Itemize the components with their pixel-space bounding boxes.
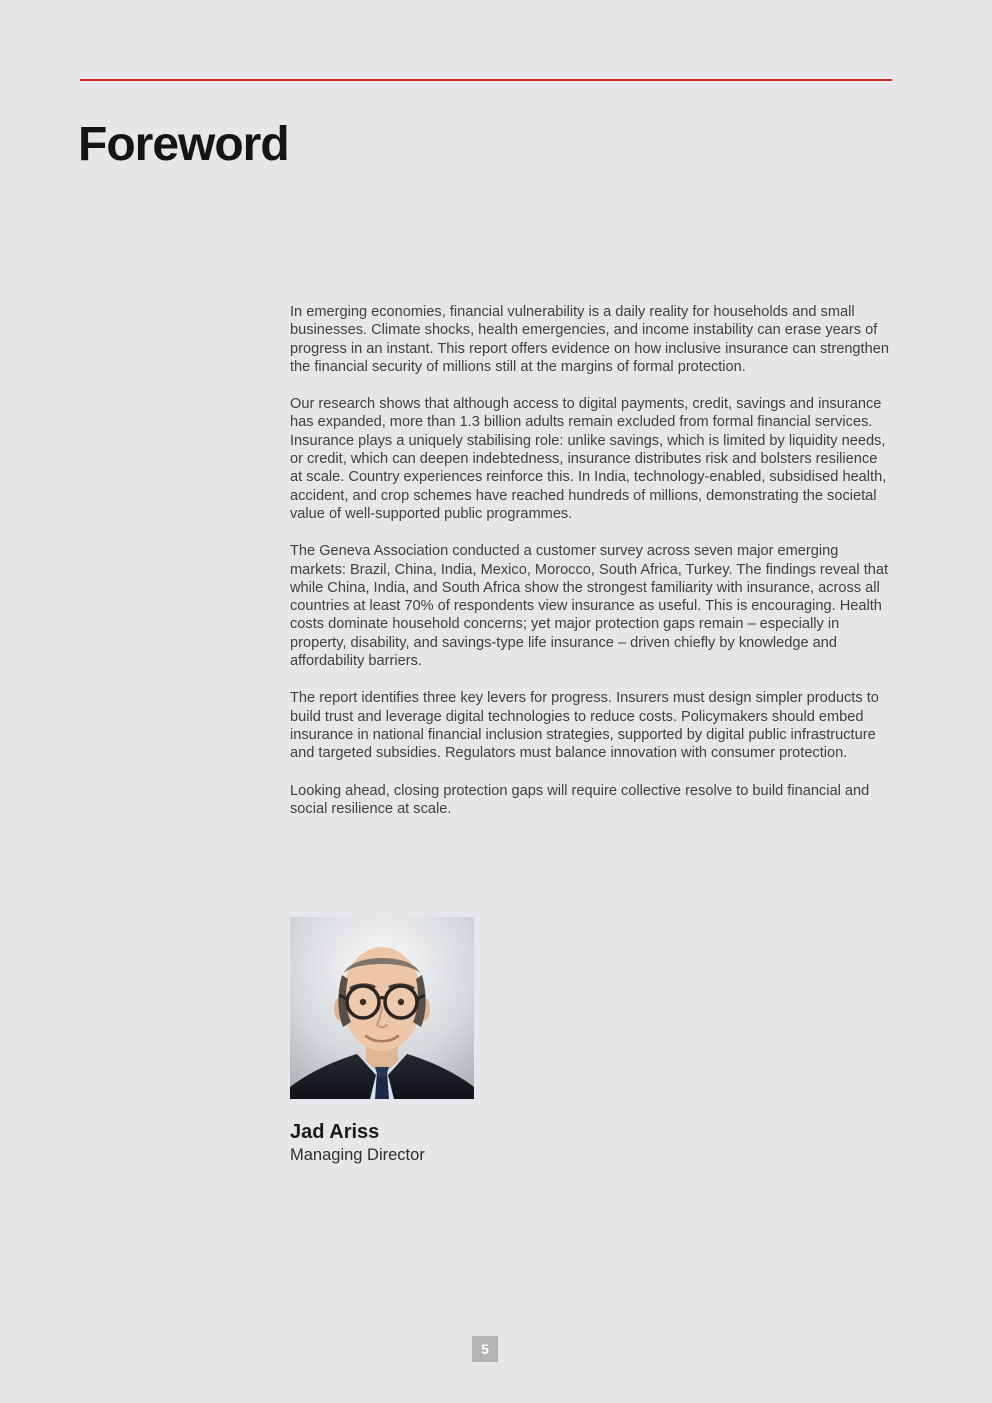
paragraph: In emerging economies, financial vulnerability is a daily reality for households and small businesses. Climate shocks, health emergencies, and income instability can erase years of progress in an instant. This report offers evidence on how inclusive insurance can strengthen the financial security of millions still at the margins of formal protection.	[290, 304, 889, 375]
signatory-role: Managing Director	[290, 1146, 425, 1164]
foreword-body	[290, 303, 892, 837]
page-title: Foreword	[78, 118, 289, 171]
paragraph: Looking ahead, closing protection gaps will require collective resolve to build financial and social resilience at scale.	[290, 782, 870, 817]
portrait-photo	[290, 917, 474, 1099]
paragraph: Our research shows that although access to digital payments, credit, savings and insurance has expanded, more than 1.3 billion adults remain excluded from formal financial services. Insurance plays a uniquely stabilising role: unlike savings, which is limited by liquidity needs, or credit, which can deepen indebtedness, insurance distributes risk and bolsters resilience at scale. Country experiences reinforce this. In India, technology-enabled, subsidised health, accident, and crop schemes have reached hundreds of millions, demonstrating the societal value of well-supported public programmes.	[290, 396, 887, 522]
paragraph: The Geneva Association conducted a customer survey across seven major emerging markets: Brazil, China, India, Mexico, Morocco, South Africa, Turkey. The findings reveal that while China, India, and South Africa show the strongest familiarity with insurance, across all countries at least 70% of respondents view insurance as useful. This is encouraging. Health costs dominate household concerns; yet major protection gaps remain – especially in property, disability, and savings-type life insurance – driven chiefly by knowledge and affordability barriers.	[290, 543, 889, 670]
accent-rule	[80, 79, 892, 81]
paragraph: The report identifies three key levers for progress. Insurers must design simpler products to build trust and leverage digital technologies to reduce costs. Policymakers should embed insurance in national financial inclusion strategies, supported by digital public infrastructure and targeted subsidies. Regulators must balance innovation with consumer protection.	[290, 690, 879, 762]
signatory-name: Jad Ariss	[290, 1121, 380, 1143]
page-number-badge: 5	[472, 1336, 498, 1362]
